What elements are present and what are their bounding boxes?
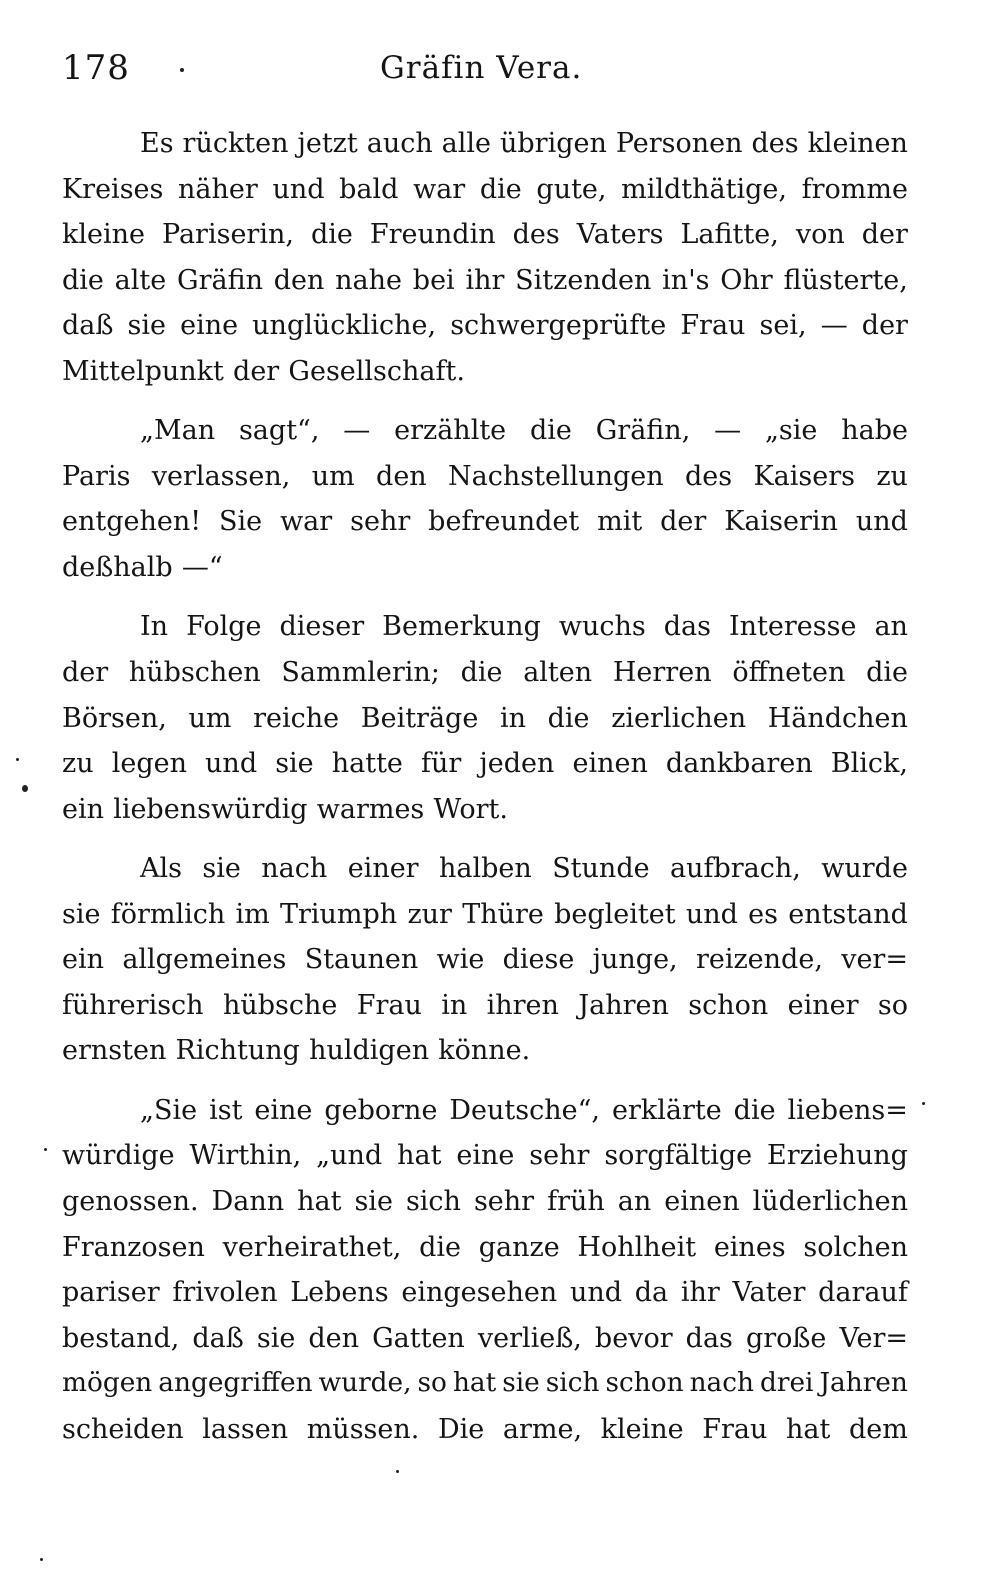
text-line: ein liebenswürdig warmes Wort. (62, 793, 508, 825)
text-line: kleine Pariserin, die Freundin des Vaters Lafitte, von der (62, 219, 908, 251)
paragraph-3 (62, 604, 908, 832)
text-line: Börsen, um reiche Beiträge in die zierlichen Händchen (62, 702, 908, 734)
paragraph-5 (62, 1088, 908, 1452)
text-line: Kreises näher und bald war die gute, mildthätige, fromme (62, 173, 908, 205)
scan-speck (44, 1148, 47, 1151)
text-line: scheiden lassen müssen. Die arme, kleine Frau hat dem (62, 1413, 908, 1445)
text-line: „Man sagt“, — erzählte die Gräfin, — „sie habe (140, 415, 908, 447)
scan-speck (922, 1102, 925, 1105)
text-line: zu legen und sie hatte für jeden einen dankbaren Blick, (62, 748, 908, 780)
text-line: deßhalb —“ (62, 551, 223, 583)
scan-speck (16, 758, 19, 761)
text-line: mögen angegriffen wurde, so hat sie sich schon nach drei Jahren (62, 1368, 908, 1399)
text-line: pariser frivolen Lebens eingesehen und da ihr Vater darauf (62, 1277, 908, 1309)
text-line: Es rückten jetzt auch alle übrigen Personen des kleinen (140, 128, 908, 159)
text-line: sie förmlich im Triumph zur Thüre begleitet und es entstand (62, 898, 908, 930)
text-line: entgehen! Sie war sehr befreundet mit der Kaiserin und (62, 506, 908, 538)
text-line: Paris verlassen, um den Nachstellungen des Kaisers zu (62, 460, 908, 492)
running-title: Gräfin Vera. (380, 50, 583, 86)
paragraph-1 (62, 121, 908, 394)
text-line: Als sie nach einer halben Stunde aufbrach, wurde (140, 853, 908, 885)
scan-speck (40, 1558, 43, 1561)
paragraph-4 (62, 846, 908, 1074)
text-line: Franzosen verheirathet, die ganze Hohlheit eines solchen (62, 1231, 908, 1263)
text-line: würdige Wirthin, „und hat eine sehr sorgfältige Erziehung (62, 1140, 908, 1172)
scan-speck (396, 1470, 399, 1473)
text-line: bestand, daß sie den Gatten verließ, bevor das große Ver= (62, 1322, 908, 1354)
paragraph-2 (62, 408, 908, 590)
text-line: In Folge dieser Bemerkung wuchs das Interesse an (140, 611, 908, 643)
text-line: ein allgemeines Staunen wie diese junge, reizende, ver= (62, 944, 908, 976)
scan-speck (22, 785, 28, 792)
body-text (62, 121, 908, 1452)
page-header (62, 44, 908, 94)
text-line: die alte Gräfin den nahe bei ihr Sitzenden in's Ohr flüsterte, (62, 264, 908, 296)
text-line: ernsten Richtung huldigen könne. (62, 1035, 531, 1067)
page-number: 178 (62, 48, 130, 88)
text-line: Mittelpunkt der Gesellschaft. (62, 355, 465, 387)
text-line: genossen. Dann hat sie sich sehr früh an einen lüderlichen (62, 1186, 908, 1218)
text-line: „Sie ist eine geborne Deutsche“, erklärte die liebens= (140, 1094, 908, 1126)
text-line: daß sie eine unglückliche, schwergeprüfte Frau sei, — der (62, 310, 908, 342)
scan-speck (180, 68, 184, 72)
text-line: führerisch hübsche Frau in ihren Jahren schon einer so (62, 989, 908, 1021)
text-line: der hübschen Sammlerin; die alten Herren öffneten die (62, 657, 908, 689)
